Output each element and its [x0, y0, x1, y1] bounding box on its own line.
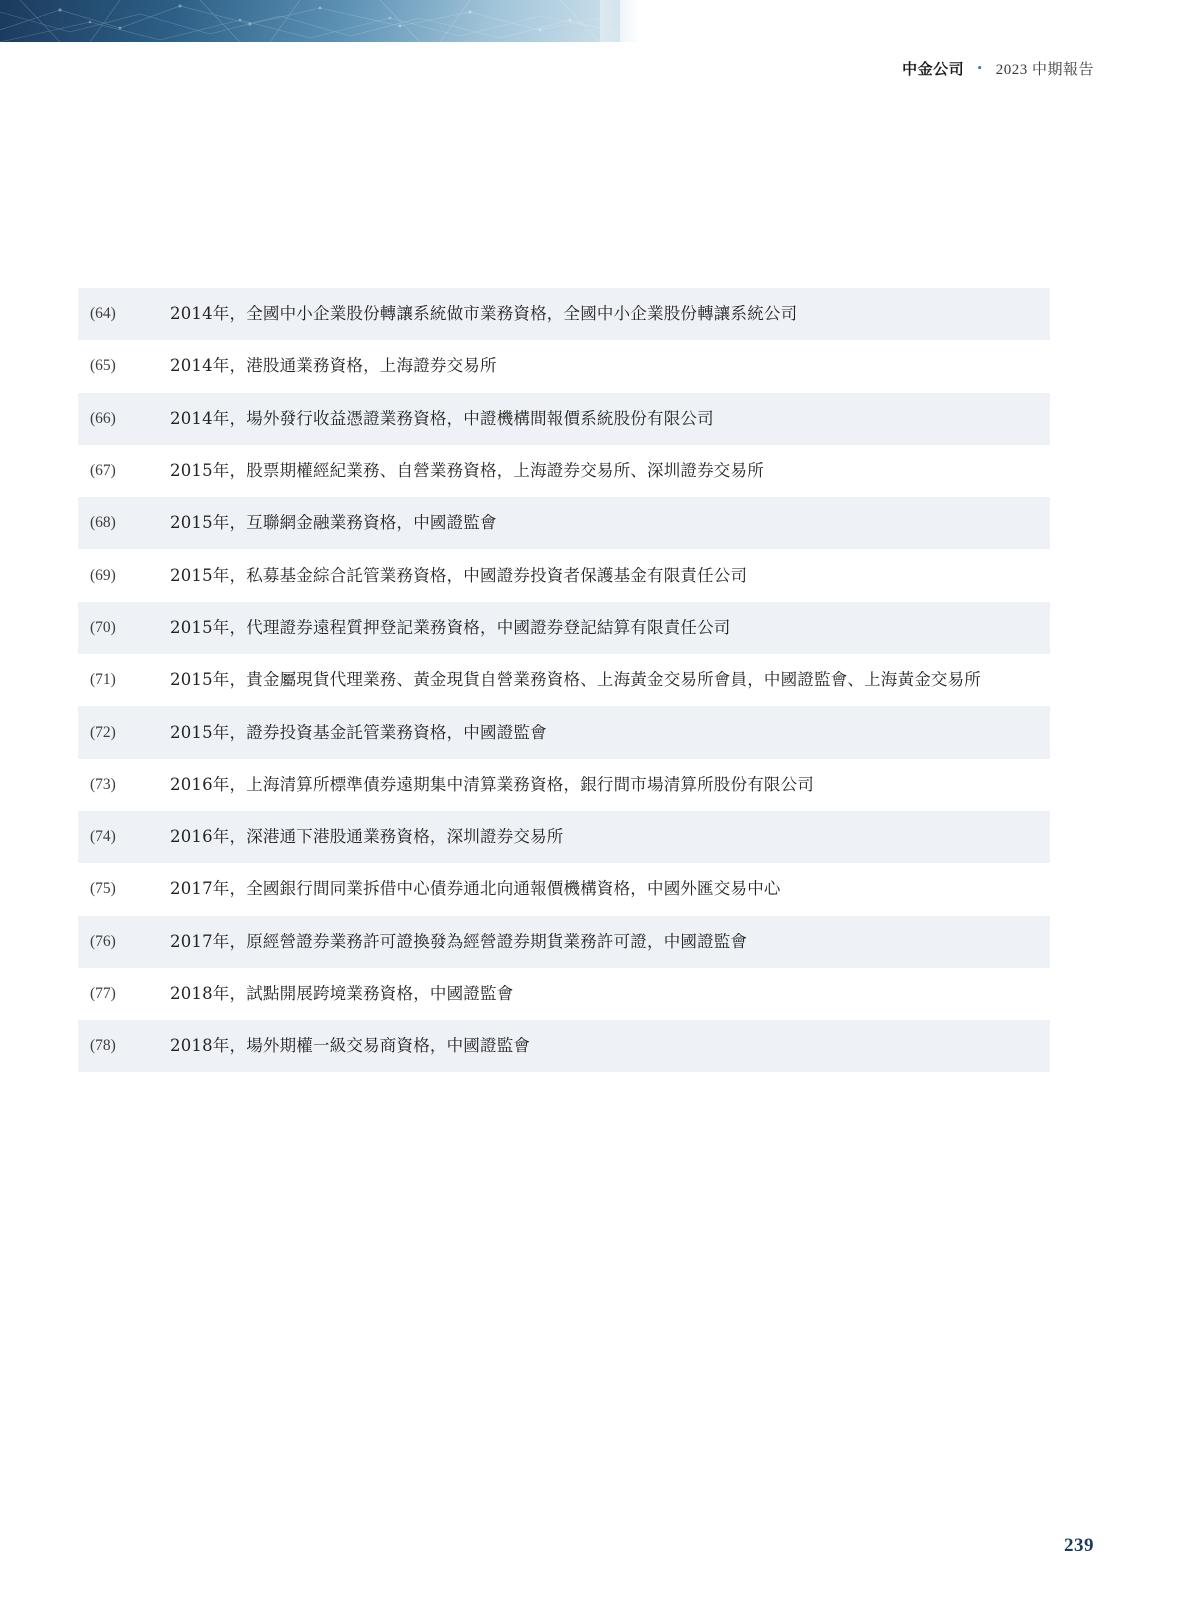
list-item-text: 2015年，證券投資基金託管業務資格，中國證監會 [170, 722, 547, 742]
list-item-number: (70) [90, 618, 116, 636]
list-item [78, 602, 1050, 654]
list-item-number: (66) [90, 409, 116, 427]
bullet-separator-icon: • [977, 60, 983, 75]
list-item-number: (78) [90, 1037, 116, 1055]
list-item-number: (68) [90, 514, 116, 532]
list-item [78, 340, 1050, 392]
list-item-text: 2015年，代理證券遠程質押登記業務資格，中國證券登記結算有限責任公司 [170, 617, 731, 637]
list-item-text: 2017年，原經營證券業務許可證換發為經營證券期貨業務許可證，中國證監會 [170, 931, 748, 951]
list-item-text: 2015年，股票期權經紀業務、自營業務資格，上海證券交易所、深圳證券交易所 [170, 461, 764, 481]
list-item-text: 2014年，全國中小企業股份轉讓系統做市業務資格，全國中小企業股份轉讓系統公司 [170, 304, 798, 324]
decorative-header-banner [0, 0, 620, 42]
list-item-number: (76) [90, 932, 116, 950]
list-item-text: 2015年，貴金屬現貨代理業務、黃金現貨自營業務資格、上海黃金交易所會員，中國證監會、上海黃金交易所 [170, 670, 981, 690]
running-head-company: 中金公司 [902, 62, 965, 78]
list-item-text: 2015年，私募基金綜合託管業務資格，中國證券投資者保護基金有限責任公司 [170, 565, 748, 585]
list-item [78, 968, 1050, 1020]
list-item-text: 2014年，港股通業務資格，上海證券交易所 [170, 356, 497, 376]
list-item [78, 497, 1050, 549]
list-item-number: (72) [90, 723, 116, 741]
list-item [78, 549, 1050, 601]
list-item-number: (64) [90, 305, 116, 323]
list-item-text: 2018年，場外期權一級交易商資格，中國證監會 [170, 1036, 531, 1056]
list-item-number: (74) [90, 828, 116, 846]
list-item-number: (65) [90, 357, 116, 375]
page-number: 239 [1064, 1535, 1094, 1556]
qualification-list [78, 288, 1050, 1072]
list-item-text: 2016年，深港通下港股通業務資格，深圳證券交易所 [170, 827, 564, 847]
list-item [78, 288, 1050, 340]
list-item [78, 1020, 1050, 1072]
list-item [78, 759, 1050, 811]
list-item-text: 2016年，上海清算所標準債券遠期集中清算業務資格，銀行間市場清算所股份有限公司 [170, 774, 814, 794]
list-item [78, 863, 1050, 915]
banner-fade-edge [600, 0, 640, 42]
list-item-number: (77) [90, 985, 116, 1002]
list-item-number: (73) [90, 775, 116, 793]
list-item-number: (67) [90, 462, 116, 480]
running-head [902, 58, 1094, 79]
list-item [78, 445, 1050, 497]
list-item-number: (75) [90, 880, 116, 898]
list-item-text: 2014年，場外發行收益憑證業務資格，中證機構間報價系統股份有限公司 [170, 408, 714, 428]
list-item-text: 2017年，全國銀行間同業拆借中心債券通北向通報價機構資格，中國外匯交易中心 [170, 879, 781, 899]
list-item [78, 811, 1050, 863]
list-item-number: (69) [90, 566, 116, 584]
list-item [78, 393, 1050, 445]
list-item [78, 916, 1050, 968]
list-item-text: 2018年，試點開展跨境業務資格，中國證監會 [170, 984, 514, 1004]
list-item-text: 2015年，互聯網金融業務資格，中國證監會 [170, 513, 497, 533]
list-item [78, 706, 1050, 758]
list-item-number: (71) [90, 671, 116, 689]
list-item [78, 654, 1050, 706]
network-pattern-icon [0, 0, 620, 42]
running-head-report: 2023 中期報告 [995, 62, 1094, 78]
